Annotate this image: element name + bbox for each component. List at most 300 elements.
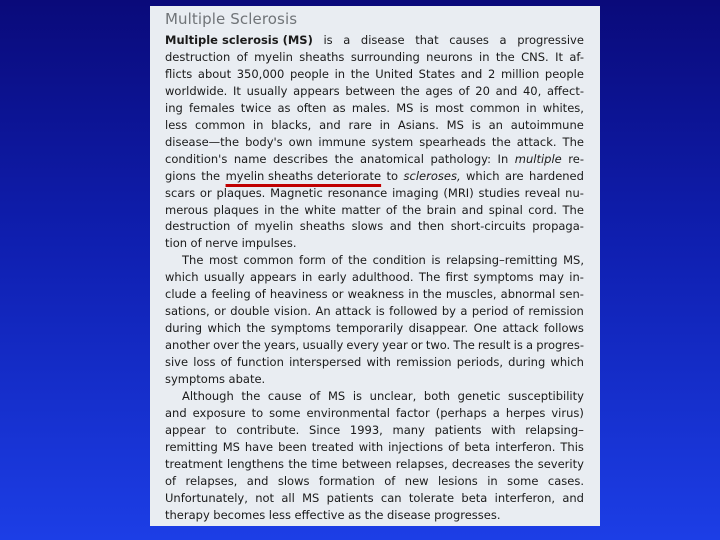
text-line — [165, 371, 584, 388]
word: to — [386, 168, 399, 183]
word: af- — [569, 49, 584, 64]
word: between — [341, 456, 392, 471]
word: another — [165, 338, 210, 353]
word: with — [366, 355, 391, 370]
word: or — [331, 287, 344, 302]
word: and — [165, 405, 187, 420]
word: of — [236, 219, 248, 234]
word: in — [408, 287, 419, 302]
word: and — [389, 219, 412, 234]
word: 40, — [522, 83, 542, 98]
word: propaga- — [532, 219, 584, 234]
word: loss — [193, 355, 216, 370]
word: becomes — [213, 507, 266, 522]
word: Although — [182, 389, 234, 404]
text-line — [165, 388, 584, 405]
word: neurons — [426, 49, 473, 64]
word: relapsing– — [525, 422, 584, 437]
word: the — [241, 338, 261, 353]
text-line — [165, 286, 584, 303]
word: symptoms — [473, 270, 534, 285]
word: nu- — [565, 185, 584, 200]
word: contribute. — [236, 422, 300, 437]
word: twice — [240, 100, 272, 115]
word: a — [499, 33, 507, 47]
word: people — [544, 66, 584, 81]
word: abnormal — [500, 287, 556, 302]
word: of — [190, 236, 202, 251]
text-line — [165, 422, 584, 439]
word: interferon, — [494, 490, 556, 505]
word: form — [299, 253, 326, 268]
word: symptoms — [270, 321, 331, 336]
word: (MRI) — [443, 185, 474, 200]
word: the — [400, 83, 420, 98]
word: brain — [426, 202, 457, 217]
word: autoimmune — [510, 117, 584, 132]
word: 2 — [488, 66, 496, 81]
word: new — [404, 473, 429, 488]
text-line — [165, 100, 584, 117]
word: as — [277, 100, 291, 115]
word: lesions — [438, 473, 478, 488]
word: the — [241, 389, 261, 404]
word: of — [254, 287, 266, 302]
word: the — [495, 49, 515, 64]
text-line — [165, 66, 584, 83]
word: that — [415, 33, 439, 47]
word: often — [296, 100, 327, 115]
word: in — [526, 100, 537, 115]
word: remission — [396, 355, 452, 370]
word: which — [466, 168, 500, 183]
word: scars — [165, 185, 196, 200]
word: describes — [273, 151, 329, 166]
word: common — [195, 117, 246, 132]
word: of — [220, 355, 232, 370]
word: severity — [537, 456, 584, 471]
word: symptoms — [165, 372, 226, 387]
word: It — [233, 83, 241, 98]
word: and — [495, 83, 518, 98]
word: MS — [446, 117, 464, 132]
word: year — [382, 338, 408, 353]
word: is — [513, 338, 523, 353]
word: sheaths — [299, 49, 345, 64]
word: and — [461, 202, 484, 217]
textbook-page — [150, 6, 600, 526]
word: is — [352, 389, 363, 404]
text-line — [165, 473, 584, 490]
word: studies — [478, 185, 520, 200]
word: CNS. — [521, 49, 549, 64]
word: treatment — [165, 456, 223, 471]
word: resonance — [327, 185, 388, 200]
word: in — [479, 49, 490, 64]
word: The — [418, 270, 441, 285]
word: of — [458, 83, 470, 98]
word: cause — [267, 389, 302, 404]
word: common — [469, 100, 520, 115]
word: interferon. — [495, 439, 556, 454]
word: MS — [396, 100, 414, 115]
word: have — [244, 439, 274, 454]
word: which — [207, 321, 242, 336]
word: feeling — [211, 287, 251, 302]
word: It — [555, 49, 563, 64]
word: MS — [222, 439, 240, 454]
word: name — [233, 151, 267, 166]
word: patients — [434, 422, 482, 437]
word: appears — [250, 270, 297, 285]
word: both — [423, 389, 451, 404]
word: the — [350, 66, 370, 81]
word: therapy — [165, 507, 210, 522]
word: sations, — [165, 304, 210, 319]
word: weakness — [347, 287, 405, 302]
word: The — [453, 338, 475, 353]
word: about — [197, 66, 232, 81]
word: This — [560, 439, 584, 454]
word: formation — [318, 473, 375, 488]
word: as — [332, 100, 346, 115]
word: or — [410, 338, 423, 353]
word: myelin — [254, 219, 294, 234]
word: genetic — [457, 389, 501, 404]
text-line — [165, 490, 584, 507]
word: clude — [165, 287, 197, 302]
word: of — [385, 202, 397, 217]
text-line — [165, 252, 584, 269]
word: and — [319, 117, 341, 132]
word: reveal — [524, 185, 561, 200]
word: environmental — [306, 405, 390, 420]
word: function — [236, 355, 284, 370]
word: impulses. — [241, 236, 297, 251]
word: a — [200, 287, 208, 302]
word: the — [402, 202, 422, 217]
text-line — [165, 151, 584, 168]
word: with — [358, 439, 384, 454]
word: immune — [318, 134, 366, 149]
word: common — [243, 253, 294, 268]
word: of — [165, 473, 177, 488]
word: (perhaps — [435, 405, 487, 420]
word: the — [288, 456, 308, 471]
word: followed — [389, 304, 438, 319]
text-line — [165, 303, 584, 320]
word: virus) — [551, 405, 584, 420]
word: merous — [165, 202, 209, 217]
word: of — [448, 439, 460, 454]
word: causes — [449, 33, 489, 47]
word: sen- — [559, 287, 584, 302]
word: In — [497, 151, 509, 166]
word: remission — [528, 304, 584, 319]
word: nerve — [205, 236, 239, 251]
word: some — [269, 405, 301, 420]
word: hardened — [529, 168, 584, 183]
text-line — [165, 218, 584, 235]
word: effective — [294, 507, 345, 522]
text-line — [165, 320, 584, 337]
word: re- — [568, 151, 584, 166]
word: temporarily — [336, 321, 404, 336]
word: unclear, — [369, 389, 417, 404]
word: or — [214, 304, 226, 319]
word: beta — [461, 490, 488, 505]
word: some — [507, 473, 539, 488]
text-line — [165, 185, 584, 202]
word: progres- — [536, 338, 584, 353]
body-text — [165, 32, 584, 524]
word: in — [334, 66, 346, 81]
word: during — [165, 321, 203, 336]
word: blacks, — [271, 117, 312, 132]
word: disease — [360, 33, 405, 47]
word: males. — [351, 100, 391, 115]
word: vision. — [273, 304, 312, 319]
word: the — [491, 134, 511, 149]
word: body's — [245, 134, 283, 149]
word: progressive — [517, 33, 584, 47]
word: short-circuits — [450, 219, 526, 234]
word: and — [562, 490, 584, 505]
word: spinal — [488, 202, 523, 217]
word: of — [512, 304, 524, 319]
word: tolerate — [408, 490, 455, 505]
word: every — [346, 338, 379, 353]
word: lengthens — [227, 456, 285, 471]
word: pathology: — [430, 151, 491, 166]
word: in- — [569, 270, 584, 285]
word: the — [514, 456, 534, 471]
word: muscles, — [445, 287, 497, 302]
word: The — [562, 134, 584, 149]
word: myelin — [254, 49, 293, 64]
word: exposure — [192, 405, 246, 420]
text-line — [165, 117, 584, 134]
word: decreases — [451, 456, 511, 471]
word: the — [246, 321, 266, 336]
word: cases. — [547, 473, 584, 488]
word: of — [309, 389, 321, 404]
word: to — [215, 422, 227, 437]
text-line — [165, 83, 584, 100]
word: abate. — [228, 372, 266, 387]
text-line — [165, 134, 584, 151]
word: The — [182, 253, 204, 268]
word: the — [364, 507, 384, 522]
word: less — [165, 117, 188, 132]
text-line — [165, 337, 584, 354]
word: slows — [277, 473, 310, 488]
text-line — [165, 202, 584, 219]
word: in — [264, 202, 275, 217]
word: first — [445, 270, 469, 285]
word: susceptibility — [508, 389, 584, 404]
word: of — [384, 473, 396, 488]
word: MS — [327, 389, 346, 404]
word: or — [199, 185, 212, 200]
term-italic: multiple — [514, 151, 562, 166]
text-line — [165, 507, 584, 524]
word: the — [201, 168, 221, 183]
word: the — [348, 253, 367, 268]
word: in — [252, 117, 264, 132]
word: treated — [311, 439, 354, 454]
text-line — [165, 269, 584, 286]
word: Unfortunately, — [165, 490, 248, 505]
word: ing — [165, 100, 183, 115]
word: in — [487, 473, 498, 488]
word: States — [418, 66, 456, 81]
word: plaques — [213, 202, 259, 217]
word: appears — [293, 83, 340, 98]
word: sheaths — [299, 219, 345, 234]
text-line — [165, 235, 584, 252]
word: can — [380, 490, 402, 505]
word: anatomical — [360, 151, 424, 166]
term-italic: scleroses, — [403, 168, 461, 183]
word: affect- — [546, 83, 584, 98]
word: United — [375, 66, 413, 81]
word: tion — [165, 236, 188, 251]
word: ages — [425, 83, 453, 98]
word: spearheads — [419, 134, 486, 149]
word: progresses. — [434, 507, 501, 522]
word: MS, — [563, 253, 584, 268]
word: destruction — [165, 219, 231, 234]
word: females — [188, 100, 235, 115]
word: the — [334, 151, 354, 166]
word: is — [375, 304, 385, 319]
word: appear — [165, 422, 206, 437]
word: disease — [386, 507, 431, 522]
word: which — [165, 270, 199, 285]
highlighted-phrase: myelin sheaths deteriorate — [225, 168, 382, 183]
word: Asians. — [397, 117, 439, 132]
word: disappear. — [408, 321, 469, 336]
word: years, — [263, 338, 300, 353]
word: million — [500, 66, 540, 81]
word: of — [331, 253, 343, 268]
word: usually — [302, 338, 344, 353]
word: is — [323, 33, 333, 47]
word: disease—the — [165, 134, 240, 149]
word: may — [538, 270, 564, 285]
word: rare — [348, 117, 372, 132]
word: as — [348, 507, 362, 522]
word: which — [550, 355, 584, 370]
word: is — [471, 117, 481, 132]
word: heaviness — [269, 287, 328, 302]
word: over — [213, 338, 239, 353]
word: the — [280, 202, 299, 217]
word: to — [251, 405, 264, 420]
word: whites, — [542, 100, 584, 115]
text-line — [165, 439, 584, 456]
word: are — [504, 168, 524, 183]
word: gions — [165, 168, 196, 183]
word: less — [268, 507, 292, 522]
word: usually — [203, 270, 245, 285]
word: One — [473, 321, 498, 336]
word: a — [492, 405, 500, 420]
word: condition's — [165, 151, 228, 166]
word: injections — [388, 439, 444, 454]
word: is — [419, 100, 429, 115]
text-line — [165, 405, 584, 422]
word: is — [431, 253, 441, 268]
word: remitting — [165, 439, 218, 454]
word: a — [460, 304, 468, 319]
text-line — [165, 456, 584, 473]
word: factor — [396, 405, 430, 420]
word: a — [525, 338, 534, 353]
word: 1993, — [349, 422, 383, 437]
word: then — [417, 219, 445, 234]
word: most — [434, 100, 464, 115]
word: surrounding — [350, 49, 420, 64]
word: double — [230, 304, 270, 319]
word: sive — [165, 355, 189, 370]
section-title: Multiple Sclerosis — [165, 10, 298, 28]
word: beta — [464, 439, 491, 454]
word: many — [392, 422, 425, 437]
word: The — [562, 202, 584, 217]
word: flicts — [165, 66, 193, 81]
word: with — [491, 422, 516, 437]
word: in — [379, 117, 391, 132]
word: An — [315, 304, 331, 319]
word: follows — [544, 321, 584, 336]
word: and — [246, 473, 269, 488]
word: 20 — [475, 83, 490, 98]
word: people — [289, 66, 329, 81]
word: plaques. — [216, 185, 266, 200]
word: worldwide. — [165, 83, 228, 98]
word: been — [278, 439, 307, 454]
word: condition — [372, 253, 426, 268]
word: all — [281, 490, 295, 505]
word: of — [236, 49, 248, 64]
word: and — [460, 66, 483, 81]
text-line — [165, 32, 584, 49]
word: MS — [302, 490, 320, 505]
term-bold: Multiple sclerosis (MS) — [165, 33, 313, 47]
word: relapses, — [185, 473, 238, 488]
word: not — [255, 490, 275, 505]
word: patients — [326, 490, 374, 505]
word: destruction — [165, 49, 231, 64]
word: by — [441, 304, 456, 319]
word: in — [301, 270, 313, 285]
word: herpes — [505, 405, 546, 420]
word: time — [311, 456, 338, 471]
word: matter — [341, 202, 381, 217]
word: system — [371, 134, 414, 149]
word: own — [288, 134, 313, 149]
word: relapsing–remitting — [446, 253, 558, 268]
text-line — [165, 354, 584, 371]
word: interspersed — [289, 355, 362, 370]
word: periods, — [456, 355, 503, 370]
word: slows — [351, 219, 384, 234]
word: 350,000 — [236, 66, 285, 81]
word: early — [317, 270, 347, 285]
word: white — [304, 202, 336, 217]
